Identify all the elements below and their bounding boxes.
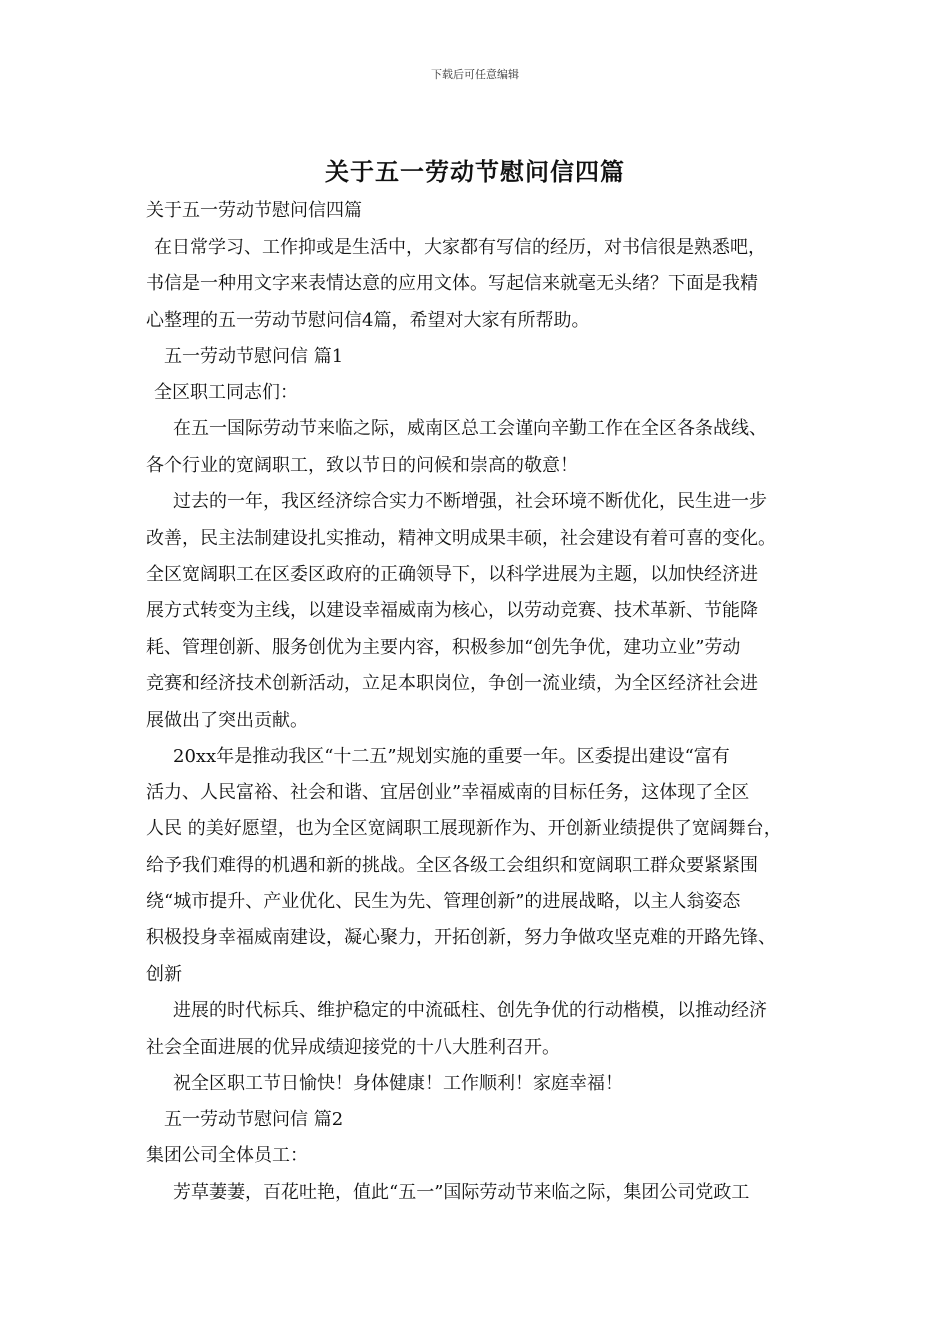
paragraph-line: 芳草萋萋，百花吐艳，值此“五一”国际劳动节来临之际，集团公司党政工	[173, 1182, 750, 1203]
paragraph-line: 展做出了突出贡献。	[146, 710, 308, 731]
paragraph-line: 各个行业的宽阔职工，致以节日的问候和崇高的敬意！	[146, 455, 578, 476]
subtitle-line: 关于五一劳动节慰问信四篇	[146, 200, 362, 221]
paragraph-line: 人民 的美好愿望，也为全区宽阔职工展现新作为、开创新业绩提供了宽阔舞台，	[146, 818, 782, 839]
paragraph-line: 书信是一种用文字来表情达意的应用文体。写起信来就毫无头绪？下面是我精	[146, 273, 758, 294]
paragraph-line: 创新	[146, 964, 182, 985]
paragraph-line: 在日常学习、工作抑或是生活中，大家都有写信的经历，对书信很是熟悉吧，	[154, 237, 766, 258]
paragraph-line: 活力、人民富裕、社会和谐、宜居创业”幸福威南的目标任务，这体现了全区	[146, 782, 750, 803]
paragraph-line: 进展的时代标兵、维护稳定的中流砥柱、创先争优的行动楷模，以推动经济	[173, 1000, 767, 1021]
paragraph-line: 祝全区职工节日愉快！身体健康！工作顺利！家庭幸福！	[173, 1073, 623, 1094]
paragraph-line: 积极投身幸福威南建设，凝心聚力，开拓创新，努力争做攻坚克难的开路先锋、	[146, 927, 776, 948]
paragraph-line: 展方式转变为主线，以建设幸福威南为核心，以劳动竞赛、技术革新、节能降	[146, 600, 758, 621]
paragraph-line: 在五一国际劳动节来临之际，威南区总工会谨向辛勤工作在全区各条战线、	[173, 418, 767, 439]
paragraph-line: 竞赛和经济技术创新活动，立足本职岗位，争创一流业绩，为全区经济社会进	[146, 673, 758, 694]
paragraph-line: 给予我们难得的机遇和新的挑战。全区各级工会组织和宽阔职工群众要紧紧围	[146, 855, 758, 876]
paragraph-line: 耗、管理创新、服务创优为主要内容，积极参加“创先争优，建功立业”劳动	[146, 637, 741, 658]
paragraph-line: 改善，民主法制建设扎实推动，精神文明成果丰硕，社会建设有着可喜的变化。	[146, 528, 776, 549]
salutation-2: 集团公司全体员工：	[146, 1145, 308, 1166]
paragraph-line: 心整理的五一劳动节慰问信4篇，希望对大家有所帮助。	[146, 310, 590, 331]
section-heading-1: 五一劳动节慰问信 篇1	[164, 346, 344, 367]
paragraph-line: 社会全面进展的优异成绩迎接党的十八大胜利召开。	[146, 1037, 560, 1058]
document-title: 关于五一劳动节慰问信四篇	[325, 157, 625, 186]
paragraph-line: 20xx年是推动我区“十二五”规划实施的重要一年。区委提出建设“富有	[173, 746, 730, 767]
paragraph-line: 过去的一年，我区经济综合实力不断增强，社会环境不断优化，民生进一步	[173, 491, 767, 512]
header-note: 下载后可任意编辑	[431, 68, 519, 81]
paragraph-line: 绕“城市提升、产业优化、民生为先、管理创新”的进展战略，以主人翁姿态	[146, 891, 741, 912]
section-heading-2: 五一劳动节慰问信 篇2	[164, 1109, 344, 1130]
salutation-1: 全区职工同志们：	[154, 382, 298, 403]
paragraph-line: 全区宽阔职工在区委区政府的正确领导下，以科学进展为主题，以加快经济进	[146, 564, 758, 585]
